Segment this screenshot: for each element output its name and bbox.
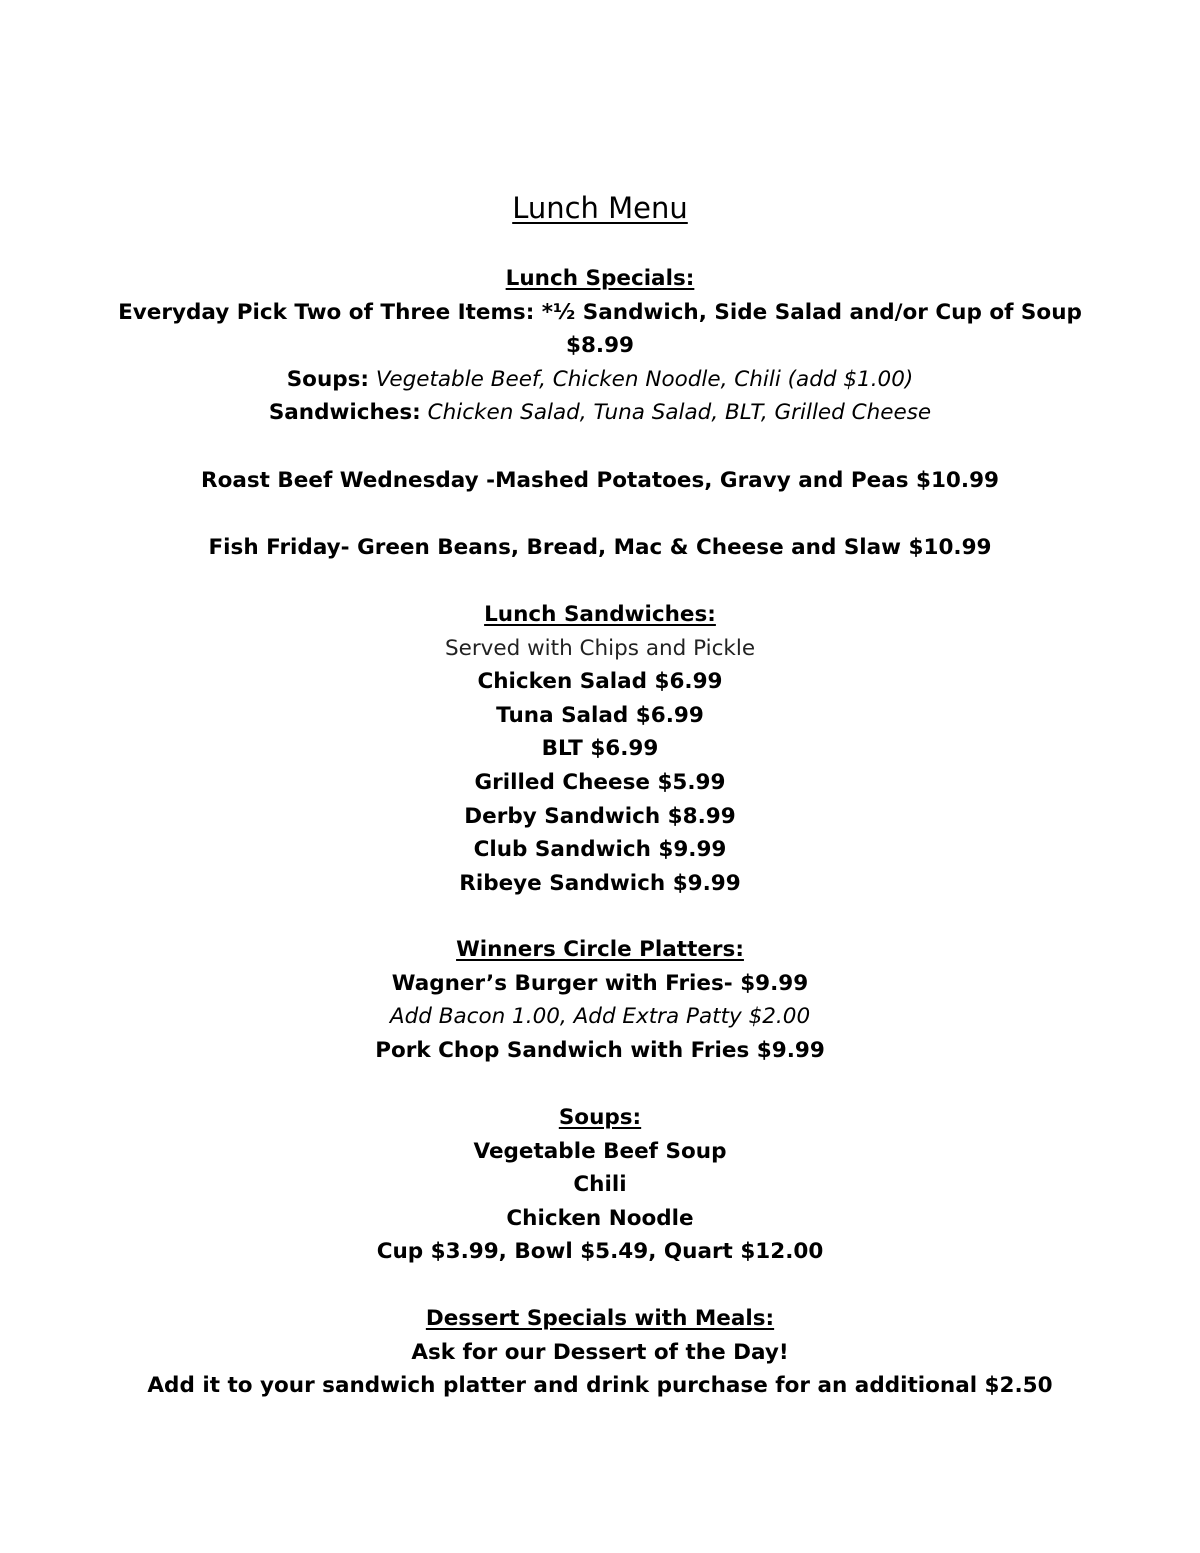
platters-heading: Winners Circle Platters: [456, 937, 744, 962]
soup-prices: Cup $3.99, Bowl $5.49, Quart $12.00 [376, 1239, 824, 1265]
sandwich-item: Grilled Cheese $5.99 [474, 769, 726, 795]
dessert-section [0, 1302, 1200, 1403]
specials-sandwiches-label: Sandwiches: [268, 400, 421, 426]
wednesday-special-text: Roast Beef Wednesday -Mashed Potatoes, Gravy and Peas $10.99 [201, 468, 999, 493]
burger-item: Wagner’s Burger with Fries- $9.99 [391, 970, 809, 996]
soup-item: Vegetable Beef Soup [473, 1138, 727, 1164]
sandwich-item: Ribeye Sandwich $9.99 [459, 870, 741, 896]
soup-item: Chicken Noodle [506, 1205, 694, 1231]
soups-section [0, 1101, 1200, 1269]
page-title: Lunch Menu [512, 191, 688, 225]
sandwich-item: BLT $6.99 [541, 736, 659, 762]
lunch-sandwiches-section [0, 598, 1200, 900]
burger-addons: Add Bacon 1.00, Add Extra Patty $2.00 [389, 1004, 811, 1030]
sandwich-item: Derby Sandwich $8.99 [464, 803, 736, 829]
specials-sandwiches-list: Chicken Salad, Tuna Salad, BLT, Grilled Cheese [427, 400, 932, 426]
wednesday-special [0, 464, 1200, 498]
sandwich-item: Club Sandwich $9.99 [473, 837, 727, 863]
sandwich-item: Chicken Salad $6.99 [477, 669, 723, 695]
specials-sandwiches-line [0, 396, 1200, 430]
lunch-sandwiches-heading: Lunch Sandwiches: [484, 602, 716, 627]
sandwiches-note: Served with Chips and Pickle [444, 635, 756, 661]
pick-two-price: $8.99 [565, 333, 634, 359]
lunch-specials-heading: Lunch Specials: [505, 266, 695, 291]
friday-special [0, 531, 1200, 565]
dessert-line-2: Add it to your sandwich platter and drink purchase for an additional $2.50 [147, 1373, 1053, 1399]
dessert-heading: Dessert Specials with Meals: [425, 1306, 775, 1331]
soup-item: Chili [573, 1172, 627, 1198]
specials-soups-line [0, 363, 1200, 397]
pork-chop-item: Pork Chop Sandwich with Fries $9.99 [375, 1037, 825, 1063]
soups-heading: Soups: [558, 1105, 642, 1130]
sandwich-item: Tuna Salad $6.99 [496, 702, 704, 728]
friday-special-text: Fish Friday- Green Beans, Bread, Mac & Cheese and Slaw $10.99 [208, 535, 992, 560]
dessert-line-1: Ask for our Dessert of the Day! [411, 1339, 789, 1365]
platters-section [0, 933, 1200, 1067]
lunch-specials-section [0, 262, 1200, 430]
specials-soups-list: Vegetable Beef, Chicken Noodle, Chili (add $1.00) [375, 366, 914, 392]
specials-soups-label: Soups: [286, 366, 370, 392]
pick-two-offer: Everyday Pick Two of Three Items: *½ Sandwich, Side Salad and/or Cup of Soup [118, 299, 1082, 325]
